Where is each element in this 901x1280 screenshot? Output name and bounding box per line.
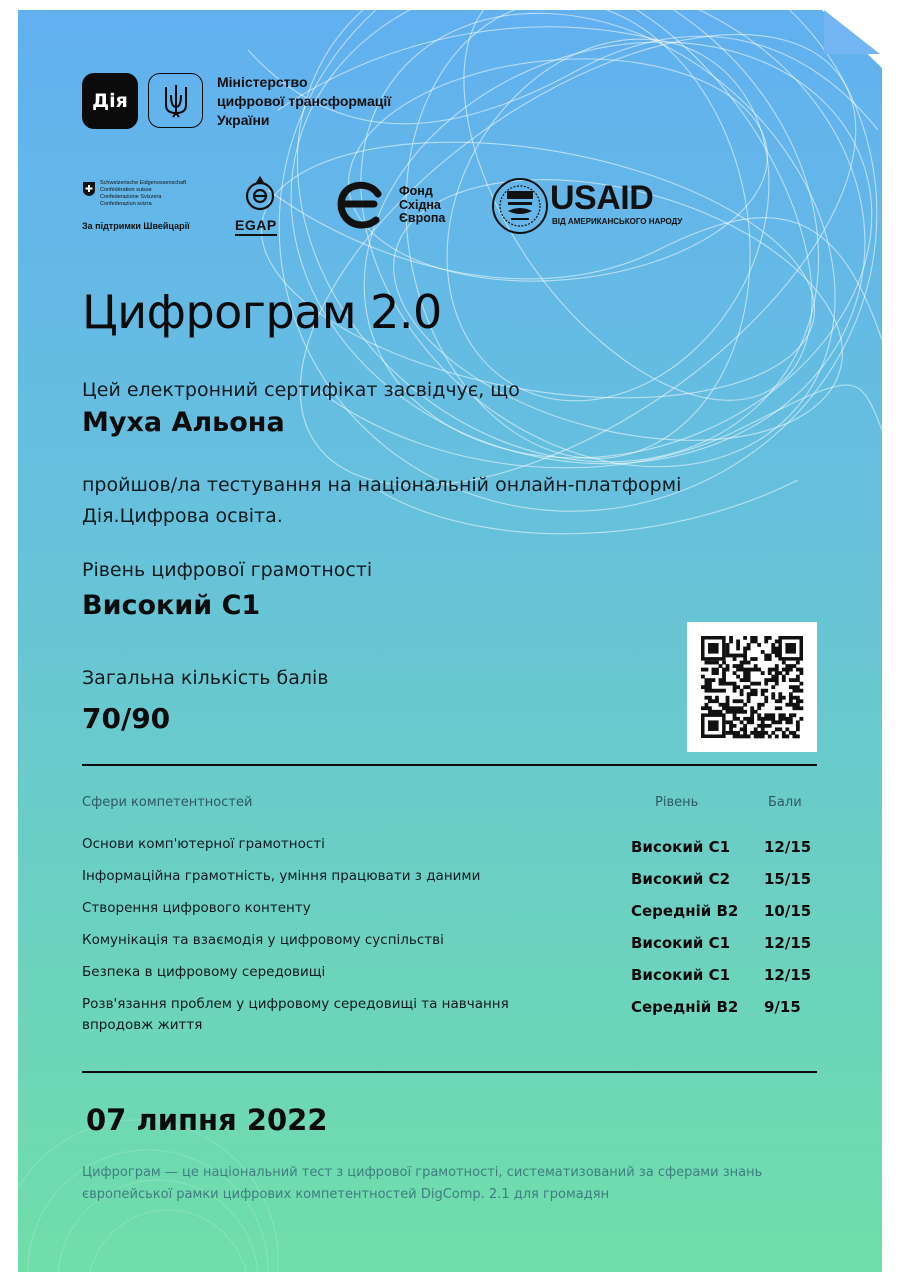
qr-code-icon bbox=[687, 622, 817, 752]
ministry-line-2: цифрової трансформації bbox=[217, 93, 392, 109]
swiss-line-3: Confederazione Svizzera bbox=[100, 194, 162, 200]
diia-logo bbox=[82, 73, 138, 129]
table-row-area: Створення цифрового контенту bbox=[82, 900, 311, 916]
swiss-line-1: Schweizerische Eidgenossenschaft bbox=[100, 180, 187, 186]
ministry-name bbox=[217, 73, 391, 130]
table-row-level: Середній В2 bbox=[631, 998, 739, 1016]
usaid-seal-icon bbox=[491, 177, 549, 235]
header-level: Рівень bbox=[655, 795, 699, 810]
passed-text bbox=[82, 470, 782, 532]
table-row-level: Високий С1 bbox=[631, 966, 731, 984]
table-row-points: 12/15 bbox=[764, 966, 812, 984]
table-row-area: Комунікація та взаємодія у цифровому суспільстві bbox=[82, 932, 444, 948]
swiss-support-label: За підтримки Швейцарії bbox=[82, 221, 190, 231]
swiss-flag-icon bbox=[82, 181, 96, 197]
swiss-confederation-text bbox=[100, 180, 186, 208]
table-row-points: 12/15 bbox=[764, 934, 812, 952]
level-label: Рівень цифрової грамотності bbox=[82, 559, 373, 581]
fond-line-2: Східна bbox=[399, 197, 441, 212]
egap-label: EGAP bbox=[235, 217, 277, 236]
page-curl-decoration bbox=[822, 10, 882, 68]
passed-line-1: пройшов/ла тестування на національній онлайн-платформі bbox=[82, 474, 682, 496]
table-row-level: Середній В2 bbox=[631, 902, 739, 920]
table-row-points: 12/15 bbox=[764, 838, 812, 856]
table-row-level: Високий С1 bbox=[631, 838, 731, 856]
score-label: Загальна кількість балів bbox=[82, 667, 329, 689]
certificate-page bbox=[18, 10, 882, 1272]
table-row-points: 9/15 bbox=[764, 998, 801, 1016]
east-europe-foundation-logo-icon bbox=[334, 180, 386, 232]
swiss-line-2: Confédération suisse bbox=[100, 187, 152, 193]
header-competence-areas: Сфери компетентностей bbox=[82, 795, 253, 810]
footer-description: Цифрограм — це національний тест з цифрової грамотності, систематизований за сферами знань європейської рамки цифрових компетентностей DigComp. 2.1 для громадян bbox=[82, 1165, 763, 1202]
table-row-area: Безпека в цифровому середовищі bbox=[82, 964, 326, 980]
score-value: 70/90 bbox=[82, 702, 171, 735]
table-row-level: Високий С2 bbox=[631, 870, 731, 888]
top-divider bbox=[82, 764, 817, 766]
ministry-line-1: Міністерство bbox=[217, 74, 308, 90]
certificate-title: Цифрограм 2.0 bbox=[82, 285, 442, 339]
level-value: Високий С1 bbox=[82, 590, 261, 621]
certifies-text: Цей електронний сертифікат засвідчує, що bbox=[82, 379, 520, 401]
passed-line-2: Дія.Цифрова освіта. bbox=[82, 505, 283, 527]
recipient-name: Муха Альона bbox=[82, 407, 285, 438]
diia-logo-text: Дія bbox=[92, 90, 128, 112]
bottom-divider bbox=[82, 1071, 817, 1073]
verification-qr-code[interactable] bbox=[687, 622, 817, 752]
fond-line-1: Фонд bbox=[399, 184, 433, 198]
table-row-area: Розв'язання проблем у цифровому середовищі та навчання впродовж життя bbox=[82, 996, 509, 1033]
usaid-subtitle: ВІД АМЕРИКАНСЬКОГО НАРОДУ bbox=[552, 217, 683, 226]
table-row-area: Основи комп'ютерної грамотності bbox=[82, 836, 325, 852]
ministry-line-3: України bbox=[217, 112, 270, 128]
egap-emblem-icon bbox=[242, 176, 278, 214]
fond-line-3: Європа bbox=[399, 211, 446, 225]
table-row-area: Інформаційна грамотність, уміння працювати з даними bbox=[82, 868, 481, 884]
table-row-level: Високий С1 bbox=[631, 934, 731, 952]
header-points: Бали bbox=[768, 795, 802, 810]
swiss-line-4: Confederaziun svizra bbox=[100, 201, 152, 207]
issue-date: 07 липня 2022 bbox=[86, 1103, 328, 1137]
usaid-logo-text: USAID bbox=[550, 179, 654, 217]
table-row-points: 15/15 bbox=[764, 870, 812, 888]
table-row-points: 10/15 bbox=[764, 902, 812, 920]
trident-icon bbox=[148, 73, 203, 128]
east-europe-foundation-name bbox=[399, 185, 445, 226]
